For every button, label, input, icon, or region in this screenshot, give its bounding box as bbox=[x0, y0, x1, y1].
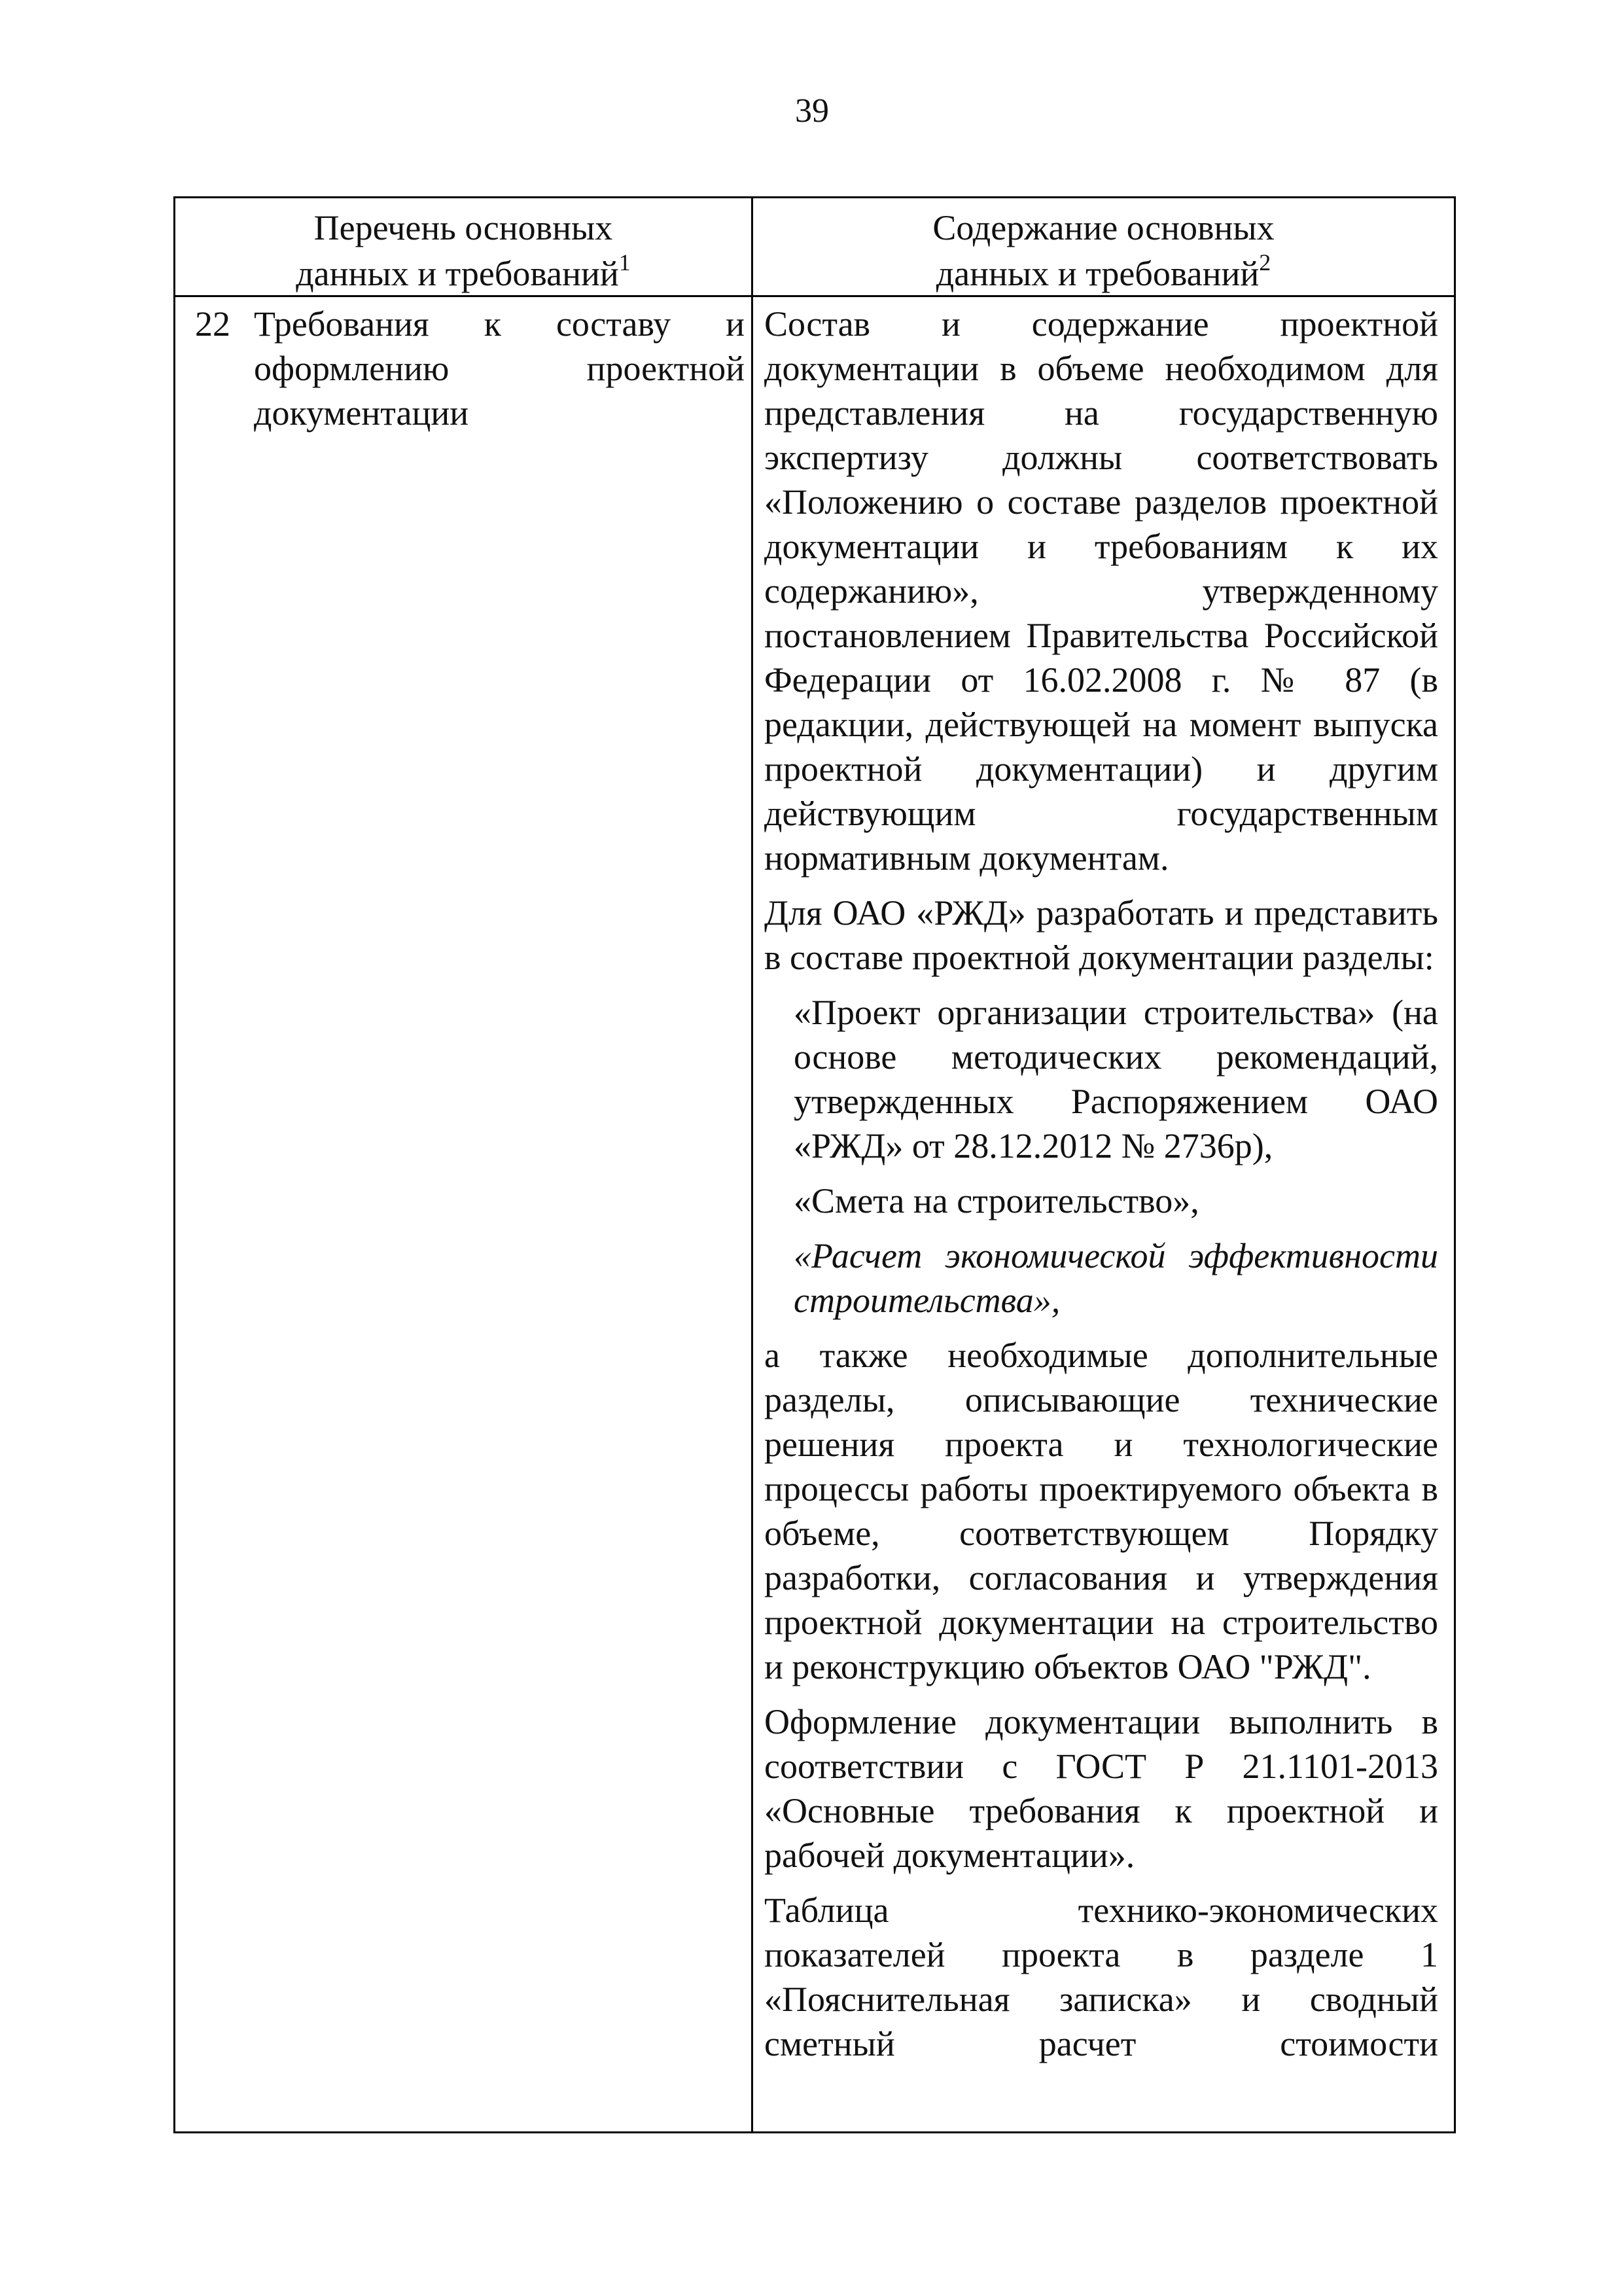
paragraph: Состав и содержание проектной документации в объеме необходимом для представления на государственную экспертизу должны соответствовать «Положению о составе разделов проектной документации и требованиям к их содержанию», утвержденному постановлением Правительства Российской Федерации от 16.02.2008 г. № 87 (в редакции, действующей на момент выпуска проектной документации) и другим действующим государственным нормативным документам. bbox=[764, 304, 1438, 878]
header-right bbox=[753, 205, 1454, 296]
header-left-footnote: 1 bbox=[618, 249, 631, 276]
paragraph: Оформление документации выполнить в соответствии с ГОСТ Р 21.1101-2013 «Основные требования к проектной и рабочей документации». bbox=[764, 1702, 1438, 1875]
row-number: 22 bbox=[195, 304, 230, 344]
column-divider bbox=[751, 198, 753, 2131]
paragraph: «Расчет экономической эффективности строительства», bbox=[794, 1236, 1438, 1320]
paragraph: Для ОАО «РЖД» разработать и представить в составе проектной документации разделы: bbox=[764, 893, 1438, 977]
header-right-line1: Содержание основных bbox=[932, 208, 1275, 247]
header-right-line2: данных и требований bbox=[936, 254, 1260, 293]
paragraph: Таблица технико-экономических показателей проекта в разделе 1 «Пояснительная записка» и сводный сметный расчет стоимости bbox=[764, 1891, 1438, 2063]
page-number: 39 bbox=[795, 92, 829, 130]
header-left-line2: данных и требований bbox=[296, 254, 619, 293]
header-left bbox=[175, 205, 751, 296]
header-right-footnote: 2 bbox=[1259, 249, 1271, 276]
row-left-cell bbox=[195, 302, 745, 435]
paragraph: «Смета на строительство», bbox=[794, 1181, 1199, 1220]
row-right-cell bbox=[764, 302, 1438, 2076]
requirements-table bbox=[173, 196, 1456, 2133]
row-title: Требования к составу и оформлению проектной документации bbox=[254, 304, 745, 433]
paragraph: «Проект организации строительства» (на основе методических рекомендаций, утвержденных Распоряжением ОАО «РЖД» от 28.12.2012 № 2736р), bbox=[794, 993, 1438, 1165]
paragraph: а также необходимые дополнительные разделы, описывающие технические решения проекта и технологические процессы работы проектируемого объекта в объеме, соответствующем Порядку разработки, согласования и утверждения проектной документации на строительство и реконструкцию объектов ОАО "РЖД". bbox=[764, 1336, 1438, 1686]
header-left-line1: Перечень основных bbox=[313, 208, 613, 247]
